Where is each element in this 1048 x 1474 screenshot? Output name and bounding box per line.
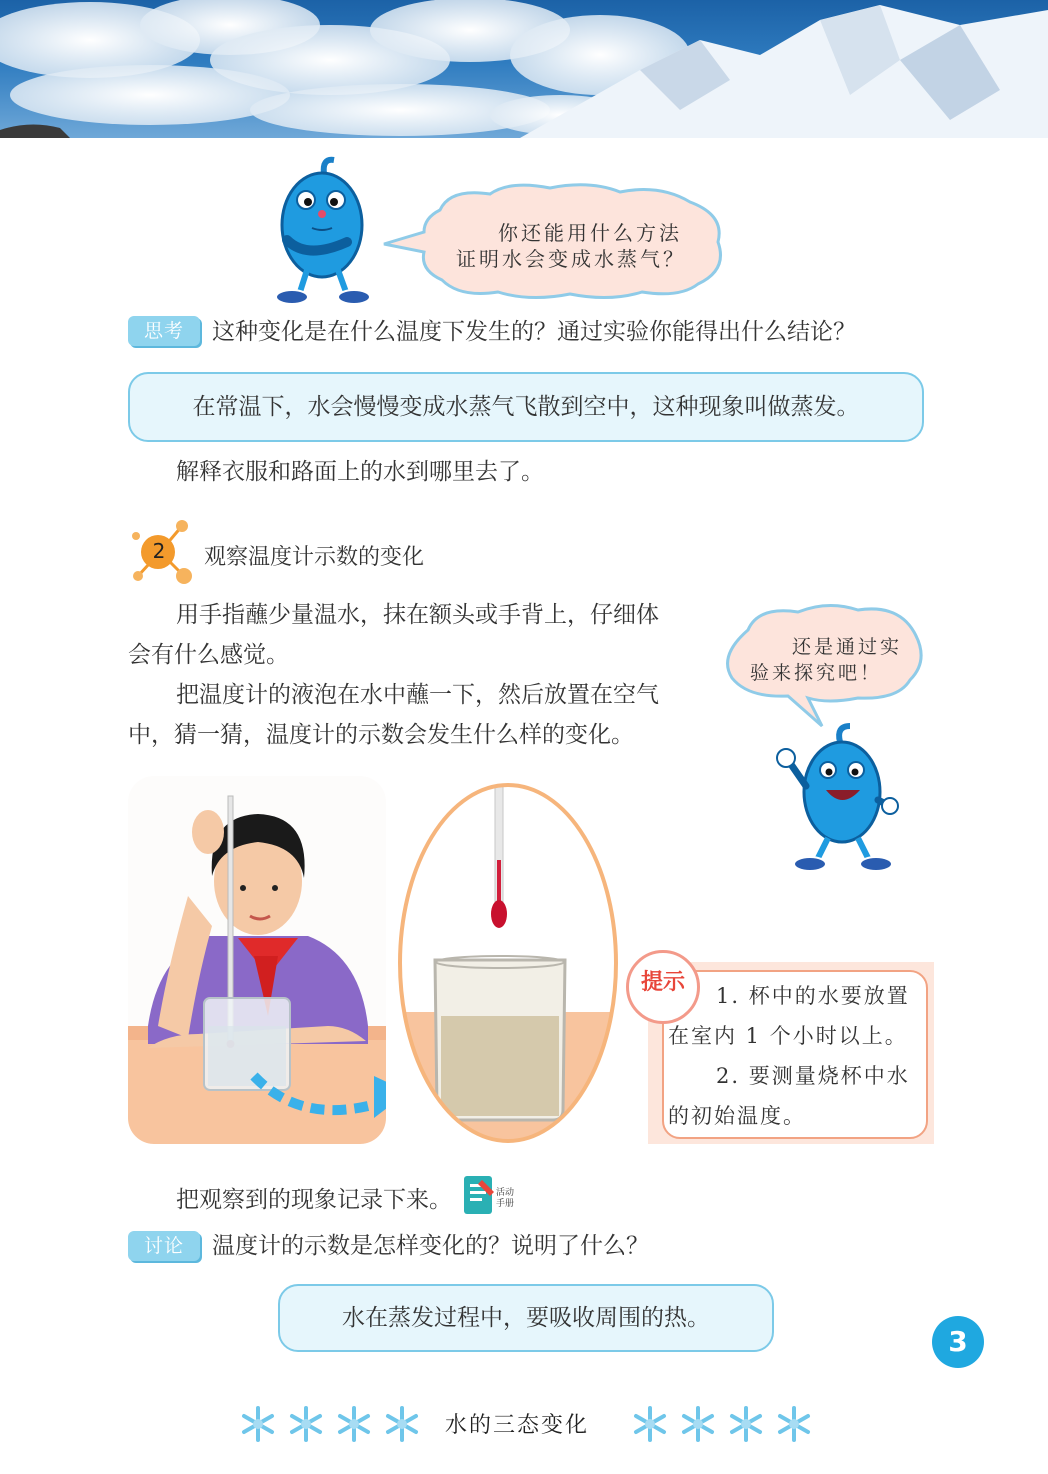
heat-absorption-text: 水在蒸发过程中，要吸收周围的热。: [342, 1305, 710, 1331]
evaporation-definition-box: [128, 372, 924, 442]
snowflake-icon: [680, 1406, 716, 1442]
discuss-tag: 讨论: [128, 1231, 200, 1261]
mountain-sky-image: [0, 0, 1048, 138]
snowflake-icon: [776, 1406, 812, 1442]
snowflake-icon: [288, 1406, 324, 1442]
heat-absorption-box: [278, 1284, 774, 1352]
section-number: 2: [152, 539, 166, 563]
para1-line1: 用手指蘸少量温水，抹在额头或手背上，仔细体: [176, 602, 659, 628]
discuss-question: 温度计的示数是怎样变化的？说明了什么？: [212, 1233, 649, 1259]
think-tag: 思考: [128, 316, 200, 346]
think-question: 这种变化是在什么温度下发生的？通过实验你能得出什么结论？: [212, 319, 856, 345]
section-title: 观察温度计示数的变化: [204, 545, 425, 570]
record-text: 把观察到的现象记录下来。: [176, 1187, 452, 1213]
bubble-right-line-1: 还是通过实: [792, 636, 903, 658]
explain-text: 解释衣服和路面上的水到哪里去了。: [176, 459, 544, 485]
tip-line-2: 在室内 1 个小时以上。: [668, 1024, 908, 1048]
activity-label-2: 手册: [496, 1199, 515, 1209]
footer-chapter-title: 水的三态变化: [445, 1413, 590, 1438]
girl-thermometer-photo: [128, 776, 386, 1144]
snowflake-icon: [240, 1406, 276, 1442]
beaker-thermometer-photo: [395, 780, 621, 1146]
tip-line-3: 2. 要测量烧杯中水: [716, 1064, 910, 1088]
snowflake-icon: [336, 1406, 372, 1442]
evaporation-definition-text: 在常温下，水会慢慢变成水蒸气飞散到空中，这种现象叫做蒸发。: [192, 394, 860, 420]
snowflake-icon: [384, 1406, 420, 1442]
bubble-line-2: 证明水会变成水蒸气？: [456, 247, 686, 271]
bubble-right-line-2: 验来探究吧！: [750, 662, 883, 684]
tip-label: 提示: [640, 970, 685, 995]
water-drop-mascot-thinking: [262, 150, 382, 310]
activity-handbook-link[interactable]: [462, 1174, 518, 1218]
sky-banner: [0, 0, 1048, 138]
para2-line1: 把温度计的液泡在水中蘸一下，然后放置在空气: [176, 682, 659, 708]
para2-line2: 中，猜一猜，温度计的示数会发生什么样的变化。: [128, 722, 634, 748]
para1-line2: 会有什么感觉。: [128, 642, 289, 668]
snowflake-icon: [632, 1406, 668, 1442]
page-number: 3: [932, 1316, 984, 1368]
bubble-line-1: 你还能用什么方法: [498, 221, 682, 245]
tip-line-1: 1. 杯中的水要放置: [716, 984, 910, 1008]
activity-label-1: 活动: [496, 1188, 515, 1198]
snowflake-icon: [728, 1406, 764, 1442]
activity-handbook-icon: [462, 1174, 496, 1216]
water-drop-mascot-pointing: [770, 720, 900, 878]
tip-line-4: 的初始温度。: [668, 1104, 806, 1128]
